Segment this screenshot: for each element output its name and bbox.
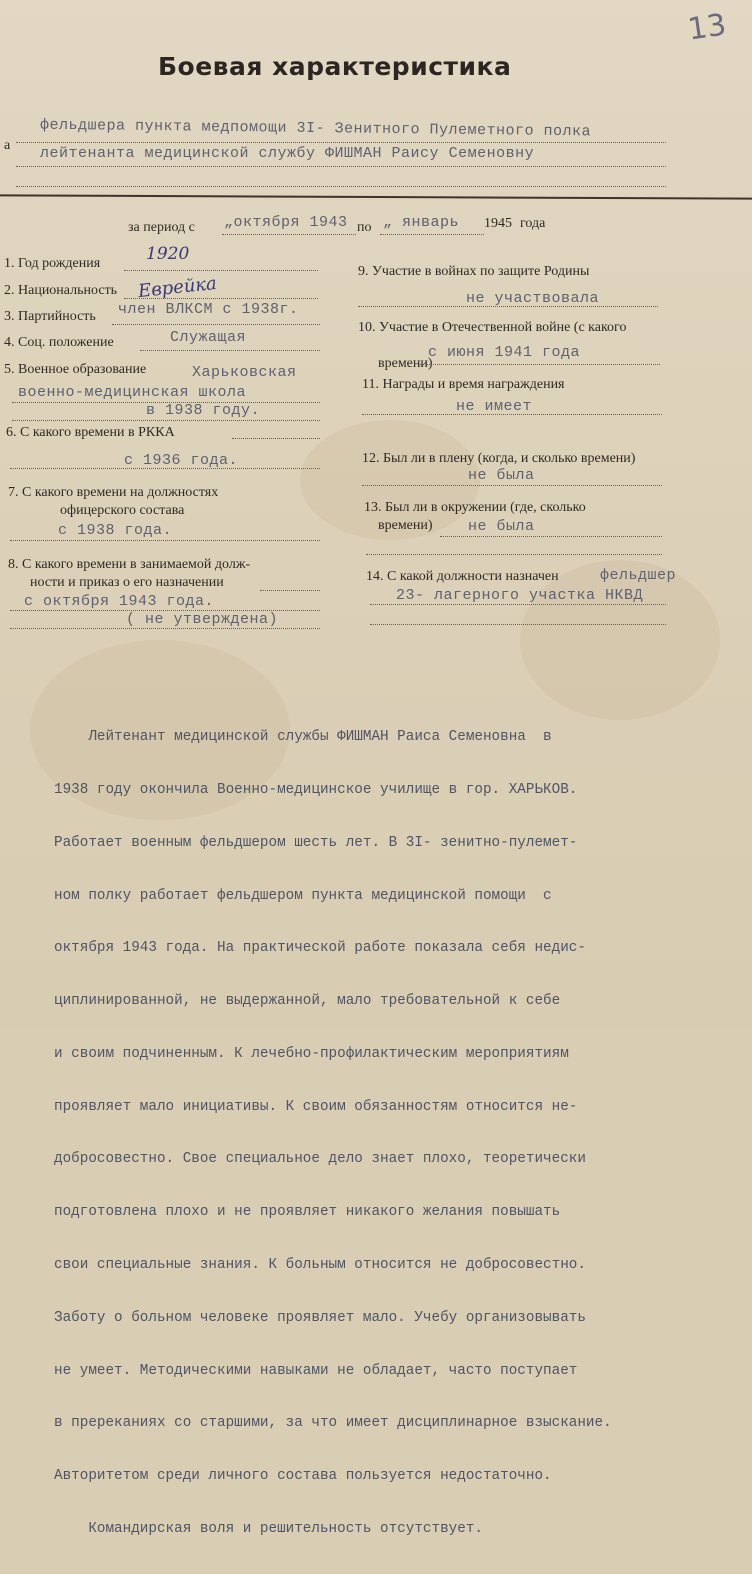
period-label-end: года	[520, 216, 546, 231]
field-13-label-line-2: времени)	[378, 518, 433, 533]
field-7-value: с 1938 года.	[58, 522, 173, 539]
field-10-dotted-line	[420, 364, 660, 365]
document-title: Боевая характеристика	[158, 52, 512, 81]
field-8-dotted-line	[10, 628, 320, 629]
field-11-label: 11. Награды и время награждения	[362, 377, 565, 392]
text-line: ном полку работает фельдшером пункта медицинской помощи с	[54, 887, 552, 904]
text-line: не умеет. Методическими навыками не обладает, часто поступает	[54, 1362, 578, 1379]
period-dotted-line	[222, 234, 356, 235]
text-line: Лейтенант медицинской службы ФИШМАН Раиса Семеновна в	[54, 729, 552, 746]
text-line: проявляет мало инициативы. К своим обязанностям относится не-	[54, 1098, 578, 1115]
field-5-dotted-line	[12, 420, 320, 421]
header-dotted-line	[16, 142, 666, 143]
field-5-value-line-2: военно-медицинская школа	[18, 384, 247, 401]
period-year-end: 1945	[484, 216, 512, 231]
period-label-start: за период с	[128, 220, 195, 235]
period-from: „октября 1943	[224, 214, 348, 231]
field-6-dotted-line	[10, 468, 320, 469]
field-8-label-line-2: ности и приказ о его назначении	[30, 575, 224, 590]
header-rule	[0, 194, 752, 199]
field-11-value: не имеет	[456, 398, 533, 415]
field-4-value: Служащая	[170, 329, 247, 346]
field-7-label-line-2: офицерского состава	[60, 503, 185, 518]
field-14-dotted-line	[370, 604, 666, 605]
page-number-handwritten: 13	[685, 7, 729, 48]
text-line: свои специальные знания. К больным относится не добросовестно.	[54, 1257, 586, 1273]
field-8-value: с октября 1943 года.	[24, 593, 215, 610]
field-6-dotted-line	[232, 438, 320, 439]
period-label-mid: по	[357, 220, 372, 235]
field-10-label-line-2: времени)	[378, 356, 433, 371]
field-14-value: фельдшер	[600, 567, 677, 584]
header-dotted-line	[16, 166, 666, 167]
field-7-label: 7. С какого времени на должностях	[8, 485, 219, 500]
text-line: циплинированной, не выдержанной, мало требовательной к себе	[54, 993, 561, 1010]
field-4-label: 4. Соц. положение	[4, 335, 114, 350]
header-prefix: а	[4, 138, 11, 153]
field-5-value: Харьковская	[192, 364, 297, 381]
field-2-label: 2. Национальность	[4, 283, 118, 298]
field-6-value: с 1936 года.	[124, 452, 239, 469]
field-8-dotted-line	[260, 590, 320, 591]
text-line: добросовестно. Свое специальное дело знает плохо, теоретически	[54, 1151, 586, 1168]
field-3-value: член ВЛКСМ с 1938г.	[118, 301, 299, 318]
field-12-dotted-line	[362, 485, 662, 486]
period-to: „ январь	[383, 214, 460, 231]
field-1-dotted-line	[124, 270, 318, 271]
field-13-dotted-line	[366, 554, 662, 555]
field-10-value: с июня 1941 года	[428, 344, 581, 361]
field-14-dotted-line	[370, 624, 666, 625]
field-14-value-line-2: 23- лагерного участка НКВД	[396, 587, 644, 604]
text-line: Командирская воля и решительность отсутствует.	[54, 1520, 483, 1537]
field-2-dotted-line	[124, 298, 318, 299]
field-4-dotted-line	[140, 350, 320, 351]
header-dotted-line	[16, 186, 666, 187]
text-line: Авторитетом среди личного состава пользуется недостаточно.	[54, 1468, 552, 1485]
text-line: в пререканиях со старшими, за что имеет дисциплинарное взыскание.	[54, 1415, 612, 1432]
field-3-dotted-line	[112, 324, 320, 325]
field-6-label: 6. С какого времени в РККА	[6, 425, 175, 440]
field-8-label: 8. С какого времени в занимаемой долж-	[8, 557, 251, 572]
field-9-value: не участвовала	[466, 290, 600, 307]
field-13-label: 13. Был ли в окружении (где, сколько	[364, 500, 586, 515]
field-8-value-line-2: ( не утверждена)	[126, 611, 279, 628]
field-9-dotted-line	[358, 306, 658, 307]
field-9-label: 9. Участие в войнах по защите Родины	[358, 264, 590, 279]
field-1-label: 1. Год рождения	[4, 256, 101, 271]
field-5-dotted-line	[12, 402, 320, 403]
text-line: октября 1943 года. На практической работе показала себя недис-	[54, 940, 586, 957]
field-3-label: 3. Партийность	[4, 309, 96, 324]
field-8-dotted-line	[10, 610, 320, 611]
field-14-label: 14. С какой должности назначен	[366, 569, 559, 584]
period-dotted-line	[380, 234, 484, 235]
field-12-value: не была	[468, 467, 535, 484]
text-line: Заботу о больном человеке проявляет мало. Учебу организовывать	[54, 1309, 586, 1326]
field-11-dotted-line	[362, 414, 662, 415]
header-line-1: фельдшера пункта медпомощи 3I- Зенитного Пулеметного полка	[39, 116, 592, 141]
field-5-label: 5. Военное образование	[4, 362, 147, 377]
characteristic-text	[54, 694, 744, 1574]
field-7-dotted-line	[10, 540, 320, 541]
field-13-dotted-line	[440, 536, 662, 537]
field-10-label: 10. Участие в Отечественной войне (с какого	[358, 320, 627, 335]
text-line: и своим подчиненным. К лечебно-профилактическим мероприятиям	[54, 1045, 569, 1062]
text-line: 1938 году окончила Военно-медицинское училище в гор. ХАРЬКОВ.	[54, 781, 578, 798]
field-1-value: 1920	[146, 244, 190, 264]
field-12-label: 12. Был ли в плену (когда, и сколько времени)	[362, 451, 636, 466]
field-5-value-line-3: в 1938 году.	[146, 402, 261, 419]
text-line: подготовлена плохо и не проявляет никакого желания повышать	[54, 1204, 561, 1221]
text-line: Работает военным фельдшером шесть лет. В 3I- зенитно-пулемет-	[54, 834, 578, 851]
field-2-value: Еврейка	[137, 272, 218, 303]
field-13-value: не была	[468, 518, 535, 535]
header-line-2: лейтенанта медицинской службу ФИШМАН Раису Семеновну	[40, 145, 535, 162]
